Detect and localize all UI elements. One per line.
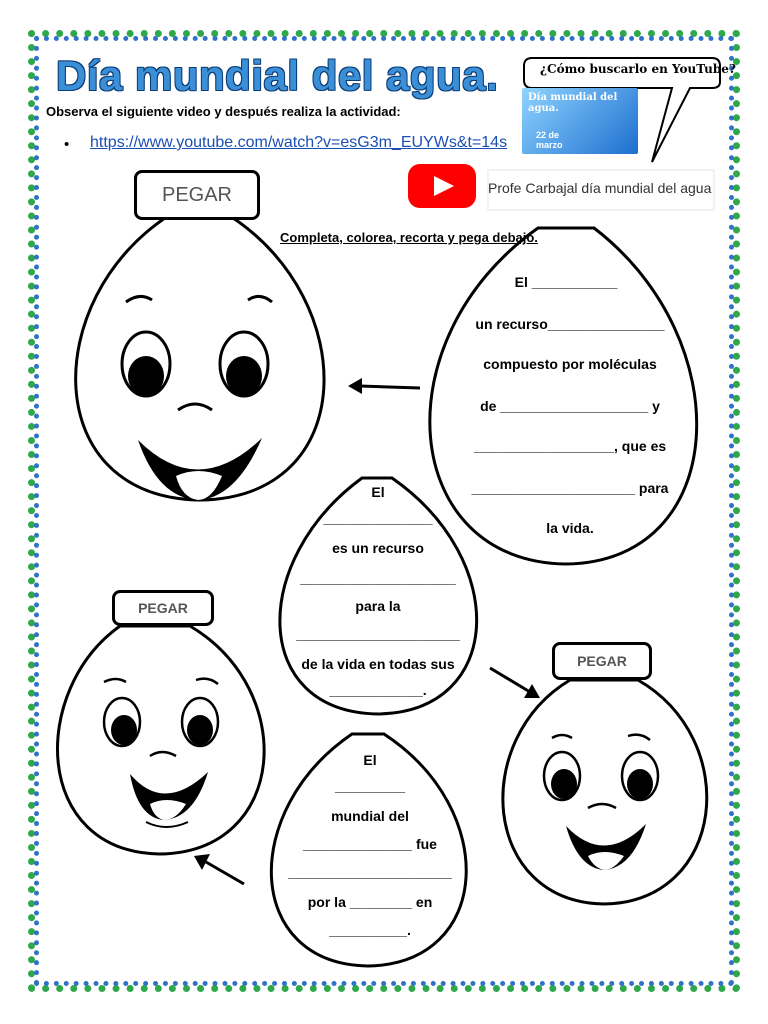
drop1-line: un recurso_______________ <box>475 316 665 332</box>
drop2-line: ______________ <box>323 510 433 526</box>
drop1-line: __________________, que es <box>473 438 667 454</box>
drop3-line: _____________________ <box>288 864 452 880</box>
drop1-line: de ___________________ y <box>480 398 660 414</box>
drop3-line: _________ <box>334 778 406 794</box>
drop2-line: de la vida en todas sus <box>301 656 455 672</box>
drop3-line: mundial del <box>331 808 409 824</box>
instruction-text: Observa el siguiente video y después realiza la actividad: <box>46 104 401 119</box>
drop1-line: _____________________ para <box>471 480 669 496</box>
drop1-line: El ___________ <box>514 274 618 290</box>
drop3-line: ______________ fue <box>303 836 437 852</box>
arrow-1 <box>348 378 420 394</box>
drop3-line: __________. <box>329 922 411 938</box>
poster-date: 22 de marzo <box>536 130 563 150</box>
arrow-3 <box>194 854 244 884</box>
youtube-question: ¿Cómo buscarlo en YouTube? <box>540 62 736 76</box>
drop2-line: El <box>371 484 385 500</box>
page-title: Día mundial del agua. <box>56 52 499 99</box>
drop2-line: ____________. <box>329 682 427 698</box>
bullet: • <box>64 136 70 153</box>
small-face-drop-left <box>57 626 264 854</box>
drop1-line: compuesto por moléculas <box>483 356 657 372</box>
drop3-line: por la ________ en <box>307 894 433 910</box>
poster-label: Día mundial del agua. <box>528 92 618 114</box>
drop2-line: _____________________ <box>296 626 460 642</box>
pegar-box-big: PEGAR <box>134 170 260 220</box>
drop2-line: es un recurso <box>332 540 424 556</box>
drop2-line: para la <box>355 598 401 614</box>
small-face-drop-right <box>503 680 707 904</box>
cut-instruction: Completa, colorea, recorta y pega debajo. <box>280 230 538 245</box>
youtube-search-caption: Profe Carbajal día mundial del agua <box>488 180 712 196</box>
big-face-drop <box>76 216 324 500</box>
pegar-box-left: PEGAR <box>112 590 214 626</box>
pegar-box-right: PEGAR <box>552 642 652 680</box>
video-link[interactable]: https://www.youtube.com/watch?v=esG3m_EUYWs&t=14s <box>90 134 508 151</box>
poster-image <box>522 88 638 154</box>
youtube-play-icon <box>408 164 476 208</box>
drop3-line: El <box>363 752 377 768</box>
drop2-line: ____________________ <box>300 570 456 586</box>
arrow-2 <box>490 668 540 698</box>
drop1-line: la vida. <box>546 520 594 536</box>
